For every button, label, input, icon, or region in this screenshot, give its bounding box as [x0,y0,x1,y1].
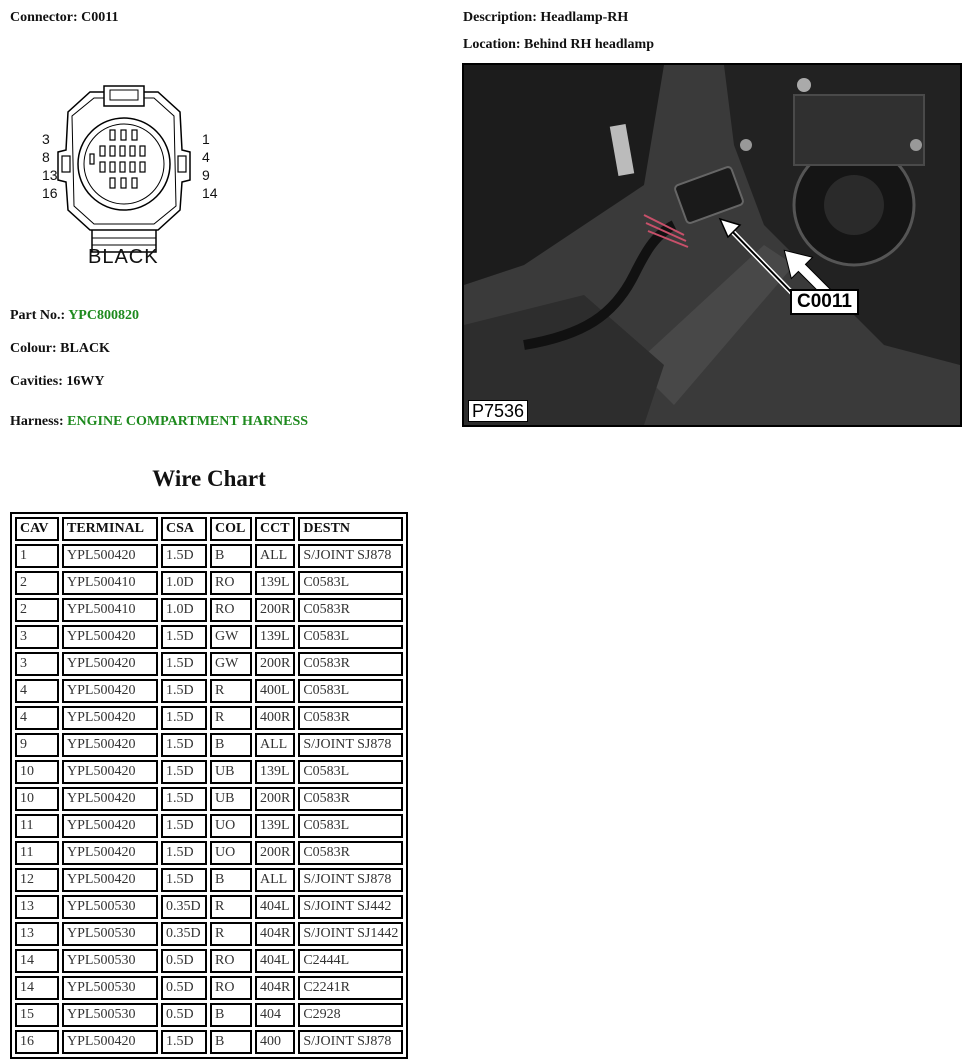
table-cell: C0583R [298,652,403,676]
table-cell: ALL [255,868,295,892]
table-cell: 139L [255,760,295,784]
table-cell: C0583L [298,571,403,595]
pin-labels-left [42,130,58,202]
table-cell: YPL500530 [62,1003,158,1027]
wire-chart-body [15,544,403,1054]
table-cell: 1.5D [161,1030,207,1054]
table-row [15,976,403,1000]
table-cell: C0583L [298,625,403,649]
harness [10,414,308,430]
table-cell: YPL500420 [62,868,158,892]
table-cell: 400 [255,1030,295,1054]
table-row [15,787,403,811]
part-number-label: Part No.: [10,308,69,323]
table-cell: 404 [255,1003,295,1027]
table-cell: RO [210,571,252,595]
table-row [15,1030,403,1054]
pin-label: 9 [202,167,210,183]
table-cell: 400L [255,679,295,703]
table-cell: 2 [15,598,59,622]
table-cell: S/JOINT SJ1442 [298,922,403,946]
table-row [15,949,403,973]
table-cell: R [210,679,252,703]
table-cell: 1.0D [161,571,207,595]
table-cell: S/JOINT SJ442 [298,895,403,919]
table-cell: 1.5D [161,679,207,703]
pin-label: 14 [202,185,218,201]
pin-label: 8 [42,149,50,165]
pin-labels-right [202,130,218,202]
table-cell: 1.0D [161,598,207,622]
table-cell: 404L [255,895,295,919]
table-cell: C0583L [298,814,403,838]
table-cell: YPL500530 [62,976,158,1000]
table-cell: RO [210,976,252,1000]
column-header: CAV [15,517,59,541]
pin-label: 4 [202,149,210,165]
part-number-value: YPC800820 [68,308,139,323]
table-cell: YPL500420 [62,625,158,649]
table-cell: GW [210,652,252,676]
table-cell: R [210,922,252,946]
table-cell: 1.5D [161,868,207,892]
table-cell: 10 [15,760,59,784]
table-cell: B [210,733,252,757]
table-cell: YPL500420 [62,652,158,676]
column-header: CSA [161,517,207,541]
location-label: Location: Behind RH headlamp [463,37,654,52]
part-number [10,308,139,324]
table-cell: 2 [15,571,59,595]
table-row [15,706,403,730]
table-cell: 10 [15,787,59,811]
table-cell: 9 [15,733,59,757]
table-cell: 400R [255,706,295,730]
table-cell: RO [210,598,252,622]
table-cell: 1 [15,544,59,568]
table-cell: 0.5D [161,976,207,1000]
connector-title: Connector: C0011 [10,10,119,25]
table-cell: UO [210,841,252,865]
table-row [15,1003,403,1027]
table-cell: C2241R [298,976,403,1000]
table-cell: C2928 [298,1003,403,1027]
table-cell: UB [210,787,252,811]
connector-callout: C0011 [790,289,859,315]
table-cell: UO [210,814,252,838]
table-cell: 1.5D [161,652,207,676]
table-header-row [15,517,403,541]
table-cell: S/JOINT SJ878 [298,1030,403,1054]
table-cell: 13 [15,895,59,919]
table-row [15,760,403,784]
table-cell: ALL [255,544,295,568]
location-photo [462,63,962,427]
table-cell: YPL500420 [62,841,158,865]
table-cell: 200R [255,787,295,811]
table-cell: 11 [15,814,59,838]
table-cell: 14 [15,949,59,973]
table-cell: 15 [15,1003,59,1027]
table-cell: R [210,706,252,730]
pin-label: 3 [42,131,50,147]
table-cell: 404R [255,976,295,1000]
table-cell: YPL500410 [62,571,158,595]
table-cell: 1.5D [161,760,207,784]
column-header: COL [210,517,252,541]
table-cell: 4 [15,706,59,730]
table-cell: 0.5D [161,949,207,973]
column-header: TERMINAL [62,517,158,541]
table-cell: S/JOINT SJ878 [298,544,403,568]
table-cell: 200R [255,652,295,676]
table-cell: B [210,1030,252,1054]
table-row [15,922,403,946]
table-cell: S/JOINT SJ878 [298,868,403,892]
table-cell: 1.5D [161,706,207,730]
table-cell: C0583L [298,760,403,784]
table-row [15,652,403,676]
table-cell: YPL500530 [62,922,158,946]
table-cell: 1.5D [161,841,207,865]
table-cell: YPL500420 [62,544,158,568]
table-row [15,814,403,838]
table-cell: B [210,544,252,568]
colour-label: Colour: BLACK [10,341,110,356]
table-cell: 1.5D [161,544,207,568]
table-cell: 14 [15,976,59,1000]
table-row [15,625,403,649]
table-row [15,544,403,568]
table-cell: C0583R [298,787,403,811]
table-cell: C2444L [298,949,403,973]
table-cell: 3 [15,652,59,676]
table-cell: RO [210,949,252,973]
table-cell: 4 [15,679,59,703]
table-cell: 1.5D [161,814,207,838]
table-cell: 200R [255,841,295,865]
table-cell: 0.5D [161,1003,207,1027]
pin-label: 1 [202,131,210,147]
harness-value: ENGINE COMPARTMENT HARNESS [67,414,309,429]
table-cell: 0.35D [161,922,207,946]
table-cell: 139L [255,814,295,838]
table-row [15,895,403,919]
table-cell: 139L [255,625,295,649]
table-cell: YPL500410 [62,598,158,622]
table-cell: YPL500530 [62,895,158,919]
wire-chart-title: Wire Chart [152,466,266,491]
table-cell: B [210,1003,252,1027]
table-cell: 200R [255,598,295,622]
connector-pinout-diagram [30,80,220,280]
pin-label: 13 [42,167,58,183]
table-cell: 1.5D [161,625,207,649]
table-cell: UB [210,760,252,784]
table-cell: 16 [15,1030,59,1054]
cavities-label: Cavities: 16WY [10,374,105,389]
connector-colour-caption: BLACK [88,246,159,268]
table-cell: YPL500530 [62,949,158,973]
table-row [15,679,403,703]
description-label: Description: Headlamp-RH [463,10,629,25]
table-cell: ALL [255,733,295,757]
table-cell: YPL500420 [62,679,158,703]
harness-label: Harness: [10,414,68,429]
table-cell: C0583R [298,598,403,622]
cavity-grid [90,130,145,188]
table-row [15,733,403,757]
table-cell: 3 [15,625,59,649]
table-cell: 1.5D [161,787,207,811]
table-cell: 11 [15,841,59,865]
table-cell: C0583R [298,841,403,865]
table-row [15,571,403,595]
table-cell: YPL500420 [62,1030,158,1054]
table-cell: GW [210,625,252,649]
table-cell: 404L [255,949,295,973]
table-cell: YPL500420 [62,760,158,784]
photo-reference-tag: P7536 [468,400,528,422]
table-cell: R [210,895,252,919]
table-cell: 1.5D [161,733,207,757]
table-cell: 0.35D [161,895,207,919]
table-cell: C0583R [298,706,403,730]
table-cell: 404R [255,922,295,946]
table-row [15,598,403,622]
table-cell: 139L [255,571,295,595]
table-cell: YPL500420 [62,787,158,811]
column-header: DESTN [298,517,403,541]
table-cell: C0583L [298,679,403,703]
pin-label: 16 [42,185,58,201]
table-row [15,868,403,892]
table-cell: YPL500420 [62,733,158,757]
column-header: CCT [255,517,295,541]
table-cell: S/JOINT SJ878 [298,733,403,757]
table-cell: B [210,868,252,892]
table-cell: YPL500420 [62,706,158,730]
table-row [15,841,403,865]
engine-bay-image [464,65,960,425]
wire-chart-table [10,512,408,1059]
table-cell: YPL500420 [62,814,158,838]
table-cell: 13 [15,922,59,946]
table-cell: 12 [15,868,59,892]
